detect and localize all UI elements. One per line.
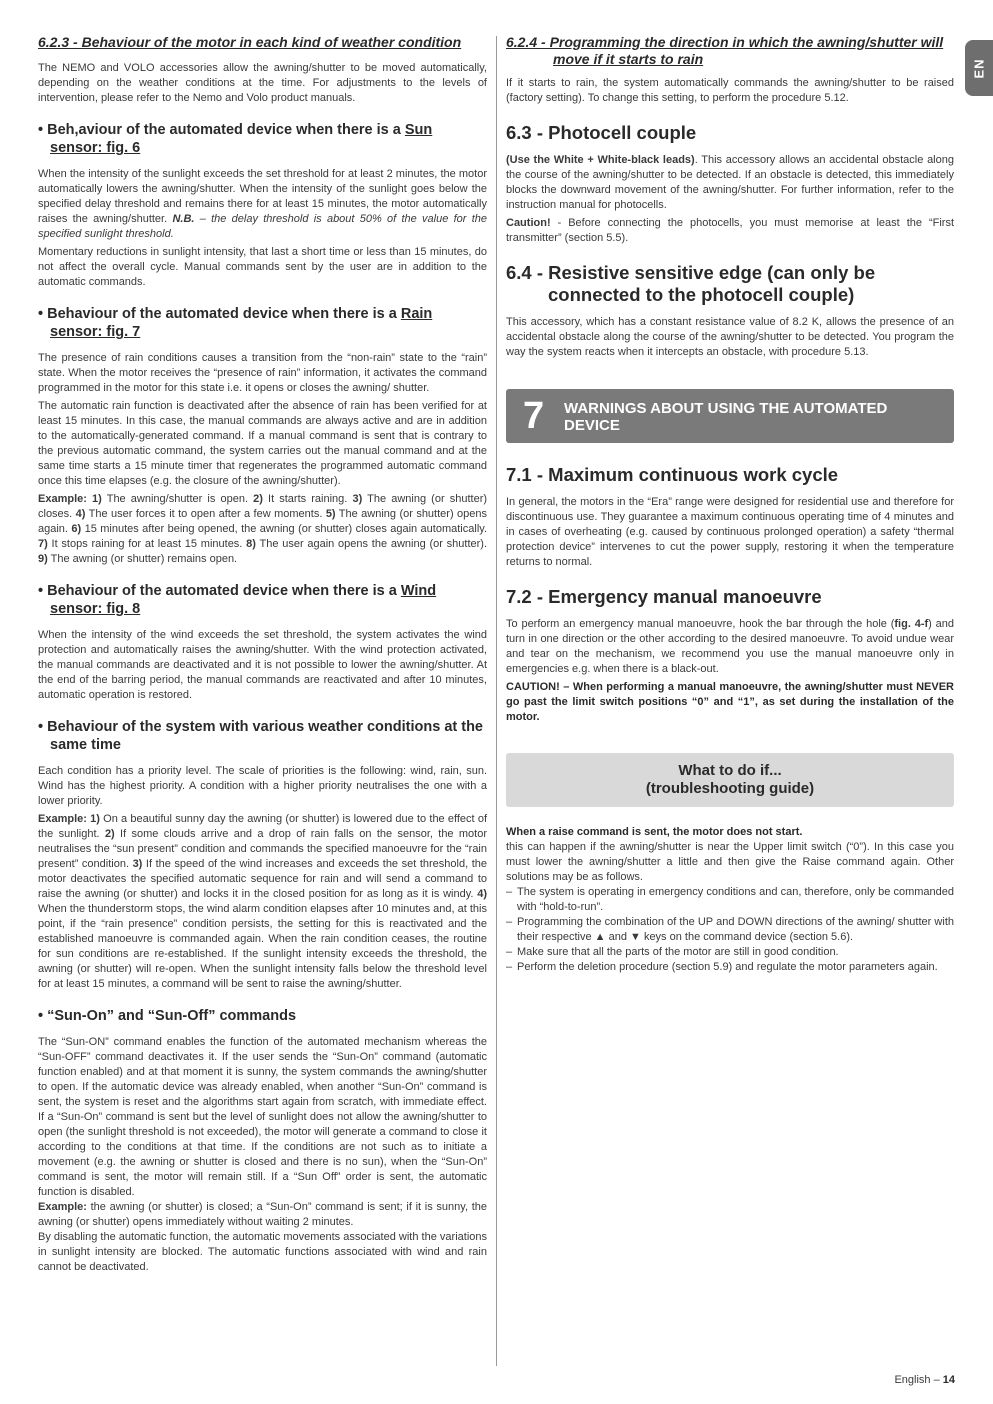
list-item: – Programming the combination of the UP and DOWN directions of the awning/ shutter with their respective ▲ and ▼ keys on the command device (section 5.6). <box>506 916 954 943</box>
list-item: – The system is operating in emergency conditions and can, therefore, only be commanded with “hold-to-run”. <box>506 886 954 913</box>
list-item: – Perform the deletion procedure (section 5.9) and regulate the motor parameters again. <box>506 961 938 973</box>
chapter-7-banner <box>506 389 954 443</box>
language-tab: EN <box>965 40 993 96</box>
section-6-3-paragraph-2: Caution! - Before connecting the photocells, you must memorise at least the “First transmitter” (section 5.5). <box>506 217 954 244</box>
section-7-2-caution: CAUTION! – When performing a manual manoeuvre, the awning/shutter must NEVER go past the limit switch positions “0” and “1”, as set during the installation of the motor. <box>506 681 954 723</box>
page-number: 14 <box>942 1374 955 1386</box>
section-7-2-title: 7.2 - Emergency manual manoeuvre <box>506 586 822 607</box>
multi-condition-heading: • Behaviour of the system with various weather conditions at the same time <box>38 719 483 753</box>
rain-sensor-heading: • Behaviour of the automated device when there is a Rain sensor: fig. 7 <box>38 306 433 340</box>
troubleshooting-title-line-1: What to do if... <box>678 762 782 779</box>
troubleshooting-explanation: this can happen if the awning/shutter is near the Upper limit switch (“0”). In this case you must lower the awning/shutter a little and then give the Raise command again. Other solutions may be as follows. <box>506 841 954 883</box>
list-item: – Make sure that all the parts of the motor are still in good condition. <box>506 946 839 958</box>
rain-sensor-paragraph-2: The automatic rain function is deactivated after the absence of rain has been verified for at least 15 minutes. In this case, the manual commands are always active and are in addition to the automatically-generated command. If a manual command is sent that is contrary to the previous automatic command, the system carries out the manual command and at the same time starts a 15 minute timer that regenerates the programmed automatic command once this time elapses (e.g. the closure of the awning/shutter). <box>38 400 487 487</box>
section-7-2-paragraph: To perform an emergency manual manoeuvre, hook the bar through the hole (fig. 4-f) and turn in one direction or the other according to the desired manoeuvre. To avoid undue wear and tear on the mechanism, we recommend you use the manual manoeuvre only in emergencies e.g. when there is a black-out. <box>506 618 955 675</box>
troubleshooting-banner <box>506 753 954 807</box>
section-6-3-paragraph-1: (Use the White + White-black leads). This accessory allows an accidental obstacle along the course of the awning/shutter to be detected. If an obstacle is detected, this immediately blocks the downward movement of the awning/shutter. For further information, refer to the instruction manual for photocells. <box>506 154 954 211</box>
section-6-3-title: 6.3 - Photocell couple <box>506 122 697 143</box>
section-7-1-title: 7.1 - Maximum continuous work cycle <box>506 464 839 485</box>
sun-sensor-heading: • Beh,aviour of the automated device when there is a Sun sensor: fig. 6 <box>38 122 433 156</box>
chapter-title: WARNINGS ABOUT USING THE AUTOMATED DEVICE <box>564 400 888 434</box>
section-7-1-paragraph: In general, the motors in the “Era” range were designed for residential use and therefore for discontinuous use. They guarantee a maximum continuous operating time of 4 minutes and in cases of overheating (e.g. caused by continuous prolonged operation) a safety “thermal protection device” intervenes to cut the power supply, restoring it when the temperature returns to normal. <box>506 496 954 568</box>
sun-sensor-paragraph-1: When the intensity of the sunlight exceeds the set threshold for at least 2 minutes, the motor automatically lowers the awning/shutter. When the intensity of the sunlight goes below the specified delay threshold and remains there for at least 15 minutes, the motor automatically raises the awning/shutter. N.B. – the delay threshold is about 50% of the value for the specified sunlight threshold. <box>38 168 487 240</box>
sun-on-off-heading: • “Sun-On” and “Sun-Off” commands <box>38 1008 297 1024</box>
chapter-number: 7 <box>523 395 545 437</box>
left-column <box>38 34 487 1278</box>
page-footer: English – 14 <box>894 1374 955 1386</box>
wind-sensor-paragraph: When the intensity of the wind exceeds the set threshold, the system activates the wind protection and automatically raises the awning/shutter. With the wind protection activated, the manual commands are deactivated and it is not possible to lower the awning/shutter. At the end of the barring period, the manual commands are reactivated and after 10 minutes, automatic operation is restored. <box>38 629 487 701</box>
right-column <box>506 34 954 975</box>
section-6-2-4-title: 6.2.4 - Programming the direction in which the awning/shutter will move if it starts to rain <box>506 34 944 67</box>
section-6-4-title: 6.4 - Resistive sensitive edge (can only be connected to the photocell couple) <box>506 262 876 305</box>
section-6-2-3-intro: The NEMO and VOLO accessories allow the awning/shutter to be moved automatically, depending on the weather conditions at the time. For adjustments to the levels of intervention, please refer to the Nemo and Volo product manuals. <box>38 62 487 104</box>
troubleshooting-title-line-2: (troubleshooting guide) <box>645 780 815 797</box>
section-6-4-paragraph: This accessory, which has a constant resistance value of 8.2 K, allows the presence of an accidental obstacle along the course of the awning/shutter to be detected. You program the way the system reacts when it intercepts an obstacle, with procedure 5.13. <box>506 316 954 358</box>
sun-sensor-paragraph-2: Momentary reductions in sunlight intensity, that last a short time or less than 15 minutes, do not affect the overall cycle. Manual commands sent by the user are in addition to the automatic commands. <box>38 246 487 288</box>
multi-condition-example: Example: 1) On a beautiful sunny day the awning (or shutter) is lowered due to the effect of the sunlight. 2) If some clouds arrive and a drop of rain falls on the sensor, the motor neutralises the “sun present” condition and commands the specified manoeuvre for the “rain present” condition. 3) If the speed of the wind increases and exceeds the set threshold, the motor deactivates the specified automatic sequence for rain and will send a command to raise the awning (or shutter) and locks it in the closed position for as long as it is windy. 4) When the thunderstorm stops, the wind alarm condition elapses after 10 minutes and, at this point, if the “rain presence” condition persists, the setting for this is reactivated and the established manoeuvre is commanded again. When the rain condition ceases, the routine for sun conditions are re-established. If the sunlight intensity exceeds the threshold, the awning (or shutter) will re-open. When the sunlight intensity falls below the threshold level for at least 15 minutes, a command will be sent to raise the awning/shutter. <box>38 813 488 990</box>
multi-condition-paragraph: Each condition has a priority level. The scale of priorities is the following: wind, rain, sun. Wind has the highest priority. A condition with a higher priority neutralises the one with a lower priority. <box>38 765 487 807</box>
section-6-2-3-title: 6.2.3 - Behaviour of the motor in each kind of weather condition <box>38 34 462 50</box>
rain-sensor-paragraph-1: The presence of rain conditions causes a transition from the “non-rain” state to the “rain” state. When the motor receives the “presence of rain” information, it activates the command programmed in the motor for this state i.e. it opens or closes the awning/ shutter. <box>38 352 487 394</box>
sun-on-off-example: Example: the awning (or shutter) is closed; a “Sun-On” command is sent; if it is sunny, the awning (or shutter) opens immediately without waiting 2 minutes. <box>38 1201 487 1228</box>
troubleshooting-problem: When a raise command is sent, the motor does not start. <box>506 826 803 838</box>
column-divider <box>496 36 497 1366</box>
sun-on-off-paragraph-1: The “Sun-ON” command enables the function of the automated mechanism whereas the “Sun-OFF” command deactivates it. If the user sends the “Sun-On” command (automatic function enabled) and at that moment it is sunny, the system commands the awning/shutter to open. If the automatic device was already enabled, when another “Sun-On” command is sent, the system is reset and the algorithms start again from scratch, with immediate effect. If a “Sun-On” command is sent but the level of sunlight does not allow the awning/shutter to open (the sunlight threshold is not exceeded), the motor will generate a command to close it according to the conditions at that time. If the conditions are not such as to initiate a movement (e.g. the awning or shutter is closed and there is no sun), when the “Sun-On” command is sent, the motor will remain still. If a “Sun Off” order is sent, the automatic function is disabled. <box>38 1036 487 1198</box>
rain-sensor-example: Example: 1) The awning/shutter is open. 2) It starts raining. 3) The awning (or shutter) closes. 4) The user forces it to open after a few moments. 5) The awning (or shutter) opens again. 6) 15 minutes after being opened, the awning (or shutter) closes again automatically. 7) It stops raining for at least 15 minutes. 8) The user again opens the awning (or shutter). 9) The awning (or shutter) remains open. <box>38 493 488 565</box>
section-6-2-4-paragraph: If it starts to rain, the system automatically commands the awning/shutter to be raised (factory setting). To change this setting, to perform the procedure 5.12. <box>506 77 954 104</box>
wind-sensor-heading: • Behaviour of the automated device when there is a Wind sensor: fig. 8 <box>38 583 437 617</box>
sun-on-off-paragraph-2: By disabling the automatic function, the automatic movements associated with the variations in sunlight intensity are blocked. The automatic functions associated with wind and rain cannot be deactivated. <box>38 1231 487 1273</box>
